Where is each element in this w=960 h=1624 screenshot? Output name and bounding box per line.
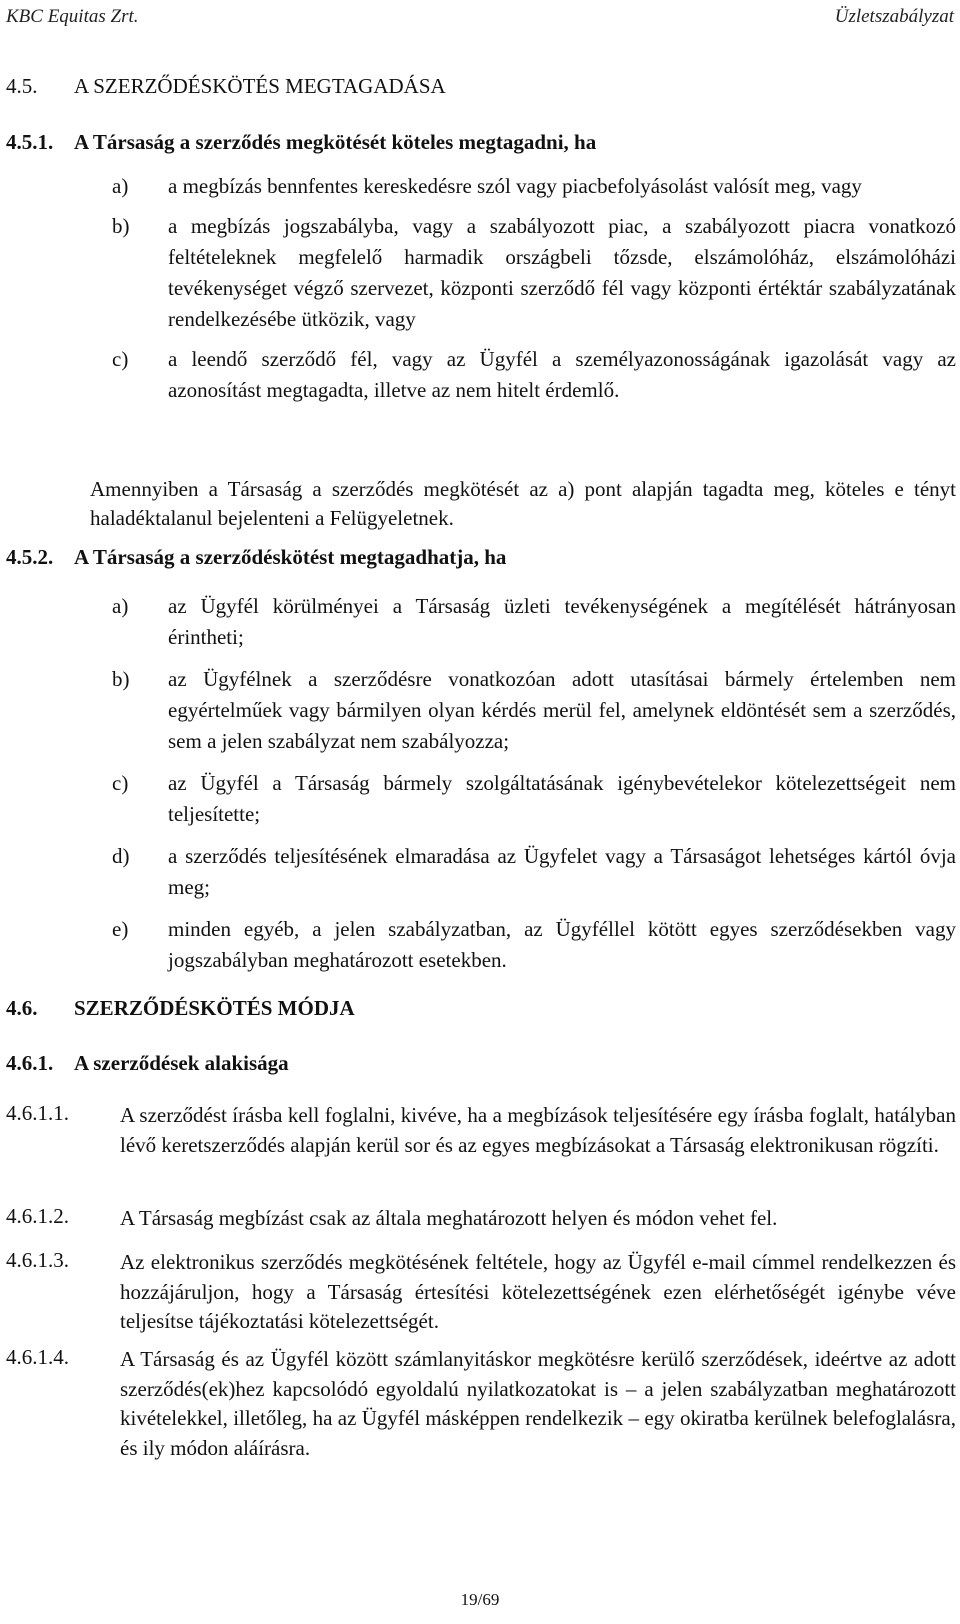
section-4-5-1-list xyxy=(112,171,956,415)
item-text: az Ügyfélnek a szerződésre vonatkozóan adott utasításai bármely értelemben nem egyértelműek vagy bármilyen olyan kérdés merül fel, amelynek eldöntését sem a szerződés, sem a jelen szabályzat nem szabályozza; xyxy=(168,667,956,753)
section-number: 4.5.1. xyxy=(6,130,54,154)
subsection-text: Az elektronikus szerződés megkötésének feltétele, hogy az Ügyfél e-mail címmel rendelkezzen és hozzájáruljon, hogy a Társaság értesítési kötelezettségének ezen elérhetőségét igénybe véve teljesítse tájékoztatási kötelezettségét. xyxy=(120,1250,956,1333)
item-marker: b) xyxy=(112,667,130,691)
item-marker: c) xyxy=(112,347,129,371)
section-title: A SZERZŐDÉSKÖTÉS MEGTAGADÁSA xyxy=(74,74,446,98)
section-title: SZERZŐDÉSKÖTÉS MÓDJA xyxy=(74,996,355,1020)
item-text: a megbízás bennfentes kereskedésre szól vagy piacbefolyásolást valósít meg, vagy xyxy=(168,174,862,198)
list-item xyxy=(112,591,956,653)
item-marker: e) xyxy=(112,917,129,941)
section-4-6-heading xyxy=(6,996,355,1021)
section-4-5-2-heading xyxy=(6,545,506,570)
item-marker: a) xyxy=(112,594,129,618)
subsection-4-6-1-2 xyxy=(6,1204,956,1234)
subsection-4-6-1-4 xyxy=(6,1345,956,1463)
subsection-4-6-1-3 xyxy=(6,1248,956,1337)
section-4-6-1-heading xyxy=(6,1051,289,1076)
item-text: az Ügyfél a Társaság bármely szolgáltatásának igénybevételekor kötelezettségeit nem teljesítette; xyxy=(168,771,956,826)
subsection-text: A Társaság megbízást csak az általa meghatározott helyen és módon vehet fel. xyxy=(120,1206,778,1230)
item-marker: b) xyxy=(112,214,130,238)
section-number: 4.6. xyxy=(6,996,38,1020)
page-header xyxy=(6,6,954,32)
page-number: 19/69 xyxy=(460,1590,500,1609)
item-text: a megbízás jogszabályba, vagy a szabályozott piac, a szabályozott piacra vonatkozó feltételeknek megfelelő harmadik országbeli tőzsde, elszámolóház, elszámolóházi tevékenységet végző szervezet, központi szerződő fél vagy központi értéktár szabályzatának rendelkezésébe ütközik, vagy xyxy=(168,214,956,331)
subsection-text: A Társaság és az Ügyfél között számlanyitáskor megkötésre kerülő szerződések, ideértve az adott szerződés(ek)hez kapcsolódó egyoldalú nyilatkozatokat is – a jelen szabályzatban meghatározott kivételekkel, illetőleg, ha az Ügyfél másképpen rendelkezik – egy okiratba kerülnek belefoglalásra, és ily módon aláírásra. xyxy=(120,1347,956,1460)
subsection-number: 4.6.1.4. xyxy=(6,1345,69,1369)
section-number: 4.5. xyxy=(6,74,38,98)
section-4-5-heading xyxy=(6,74,446,99)
subsection-number: 4.6.1.3. xyxy=(6,1248,69,1272)
item-text: az Ügyfél körülményei a Társaság üzleti tevékenységének a megítélését hátrányosan érintheti; xyxy=(168,594,956,649)
list-item xyxy=(112,211,956,335)
item-marker: a) xyxy=(112,174,129,198)
section-4-5-2-list xyxy=(112,591,956,987)
section-4-5-1-note: Amennyiben a Társaság a szerződés megkötését az a) pont alapján tagadta meg, köteles e tényt haladéktalanul bejelenteni a Felügyeletnek. xyxy=(90,477,956,530)
subsection-number: 4.6.1.2. xyxy=(6,1204,69,1228)
subsection-number: 4.6.1.1. xyxy=(6,1101,69,1125)
item-text: minden egyéb, a jelen szabályzatban, az Ügyféllel kötött egyes szerződésekben vagy jogszabályban meghatározott esetekben. xyxy=(168,917,956,972)
item-marker: c) xyxy=(112,771,129,795)
section-title: A Társaság a szerződéskötést megtagadhatja, ha xyxy=(74,545,507,569)
list-item xyxy=(112,841,956,903)
section-title: A szerződések alakisága xyxy=(74,1051,289,1075)
section-4-5-1-heading xyxy=(6,130,596,155)
item-marker: d) xyxy=(112,844,130,868)
section-number: 4.5.2. xyxy=(6,545,54,569)
header-company: KBC Equitas Zrt. xyxy=(6,6,139,27)
list-item xyxy=(112,914,956,976)
header-doc-title: Üzletszabályzat xyxy=(834,6,954,27)
item-text: a leendő szerződő fél, vagy az Ügyfél a személyazonosságának igazolását vagy az azonosítást megtagadta, illetve az nem hitelt érdemlő. xyxy=(168,347,956,402)
subsection-4-6-1-1 xyxy=(6,1101,956,1160)
list-item xyxy=(112,768,956,830)
list-item xyxy=(112,664,956,757)
list-item xyxy=(112,344,956,406)
section-title: A Társaság a szerződés megkötését köteles megtagadni, ha xyxy=(74,130,597,154)
item-text: a szerződés teljesítésének elmaradása az Ügyfelet vagy a Társaságot lehetséges kártól óvja meg; xyxy=(168,844,956,899)
list-item xyxy=(112,171,956,202)
subsection-text: A szerződést írásba kell foglalni, kivéve, ha a megbízások teljesítésére egy írásba foglalt, hatályban lévő keretszerződés alapján kerül sor és az egyes megbízásokat a Társaság elektronikusan rögzíti. xyxy=(120,1103,956,1157)
section-number: 4.6.1. xyxy=(6,1051,54,1075)
